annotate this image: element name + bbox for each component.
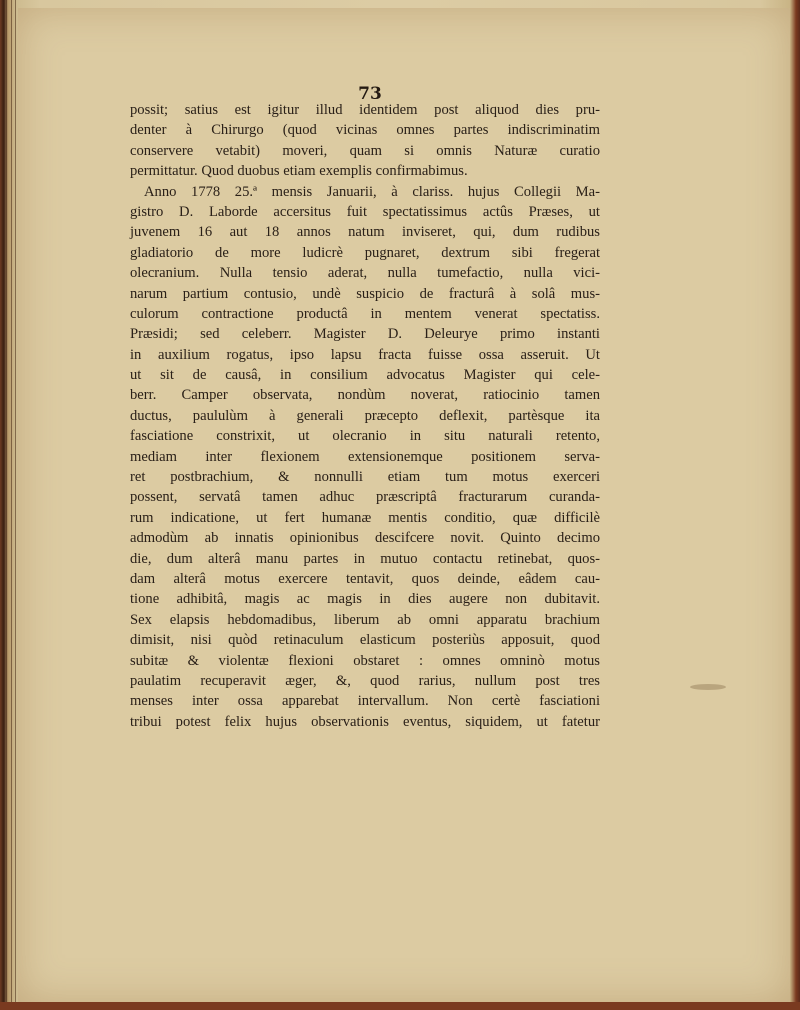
text-line: tione adhibitâ, magis ac magis in dies augere non dubitavit. [130, 591, 600, 608]
binding-edge [11, 0, 12, 1010]
text-line: admodùm ab innatis opinionibus descifcere novit. Quinto decimo [130, 530, 600, 547]
text-line: Anno 1778 25.ª mensis Januarii, à clariss. hujus Collegii Ma- [144, 183, 600, 200]
text-line: menses inter ossa apparebat intervallum. Non certè fasciationi [130, 693, 600, 710]
text-line: subitæ & violentæ flexioni obstaret : omnes omninò motus [130, 652, 600, 669]
text-line: ut sit de causâ, in consilium advocatus Magister qui cele- [130, 367, 600, 384]
text-line: fasciatione constrixit, ut olecranio in situ naturali retento, [130, 428, 600, 445]
binding-edge [15, 0, 16, 1010]
page-number: 73 [358, 84, 382, 104]
ink-smudge [690, 684, 726, 690]
binding-edge [2, 0, 3, 1010]
body-text [130, 100, 600, 732]
text-line: mediam inter flexionem extensionemque positionem serva- [130, 448, 600, 465]
text-line: juvenem 16 aut 18 annos natum inviseret, qui, dum rudibus [130, 224, 600, 241]
binding-edge [6, 0, 7, 1010]
text-line: rum indicatione, ut fert humanæ mentis conditio, quæ difficilè [130, 509, 600, 526]
text-line: permittatur. Quod duobus etiam exemplis confirmabimus. [130, 163, 468, 180]
text-line: dimisit, nisi quòd retinaculum elasticum posteriùs apposuit, quod [130, 632, 600, 649]
text-line: berr. Camper observata, nondùm noverat, ratiocinio tamen [130, 387, 600, 404]
text-line: in auxilium rogatus, ipso lapsu fracta fuisse ossa asseruit. Ut [130, 346, 600, 363]
text-line: conservere vetabit) moveri, quam si omnis Naturæ curatio [130, 142, 600, 159]
text-line: Sex elapsis hebdomadibus, liberum ab omni apparatu brachium [130, 611, 600, 628]
text-line: denter à Chirurgo (quod vicinas omnes partes indiscriminatim [130, 122, 600, 139]
text-line: dam alterâ motus exercere tentavit, quos deinde, eâdem cau- [130, 570, 600, 587]
text-line: narum partium contusio, undè suspicio de fracturâ à solâ mus- [130, 285, 600, 302]
text-line: possit; satius est igitur illud identidem post aliquod dies pru- [130, 102, 600, 118]
text-line: Præsidi; sed celeberr. Magister D. Deleurye primo instanti [130, 326, 600, 343]
text-line: ductus, paululùm à generali præcepto deflexit, partèsque ita [130, 407, 600, 424]
book-edge [0, 1002, 800, 1010]
text-line: gistro D. Laborde accersitus fuit spectatissimus actûs Præses, ut [130, 203, 600, 220]
text-line: culorum contractione productâ in mentem venerat spectatiss. [130, 305, 600, 322]
text-line: olecranium. Nulla tensio aderat, nulla tumefactio, nulla vici- [130, 265, 600, 282]
text-line: die, dum alterâ manu partes in mutuo contactu retinebat, quos- [130, 550, 600, 567]
text-line: tribui potest felix hujus observationis eventus, siquidem, ut fatetur [130, 713, 600, 730]
text-line: paulatim recuperavit æger, &, quod rarius, nullum post tres [130, 672, 600, 689]
text-line: gladiatorio de more ludicrè pugnaret, dextrum sibi fregerat [130, 244, 600, 261]
text-line: ret postbrachium, & nonnulli etiam tum motus exerceri [130, 469, 600, 486]
text-line: possent, servatâ tamen adhuc præscriptâ fracturarum curanda- [130, 489, 600, 506]
